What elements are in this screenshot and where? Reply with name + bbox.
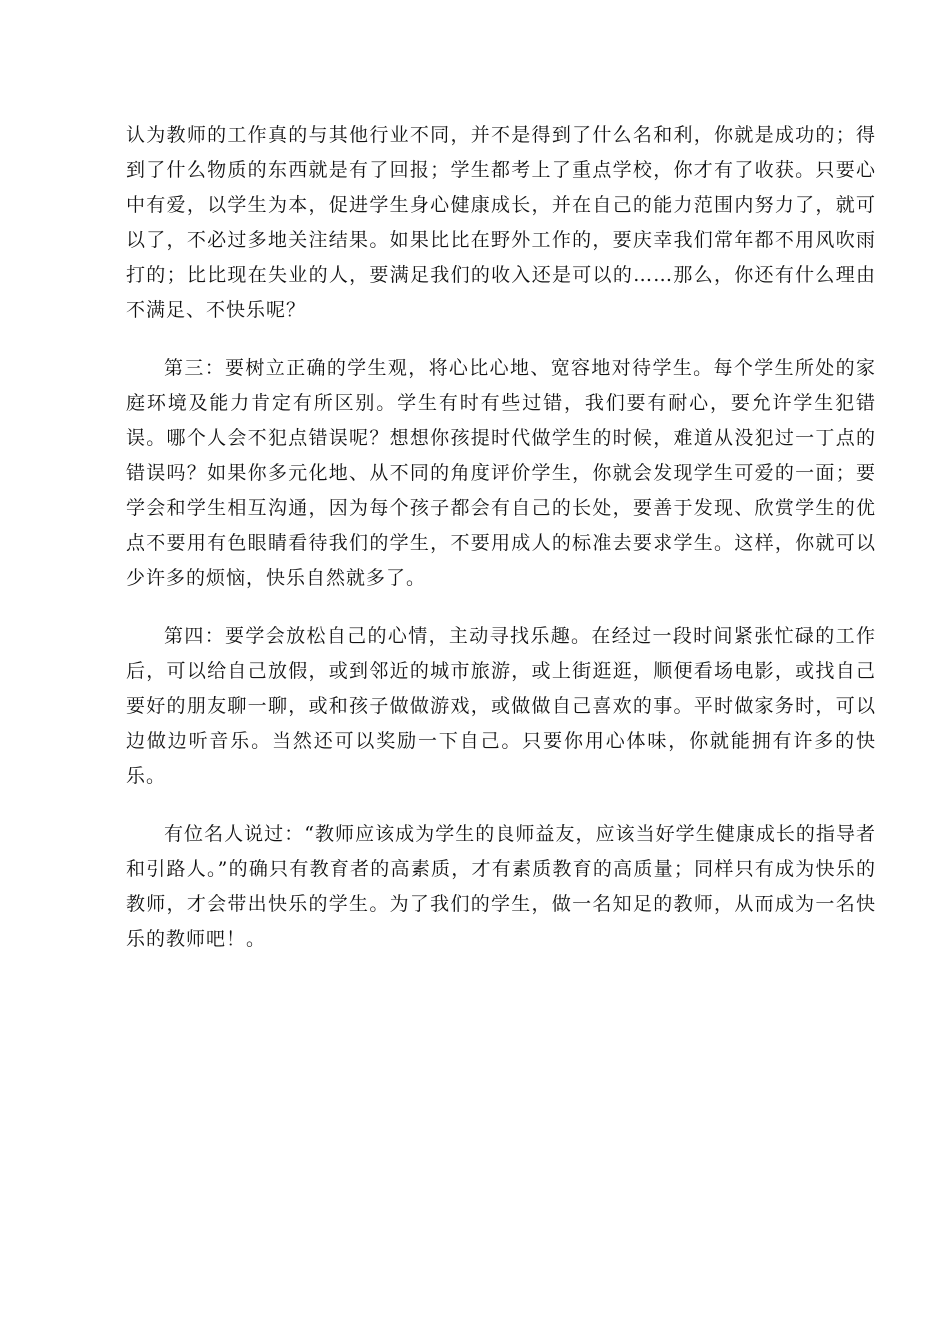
paragraph-conclusion: 有位名人说过：“教师应该成为学生的良师益友，应该当好学生健康成长的指导者和引路人。”的确只有教育者的高素质，才有素质教育的高质量；同样只有成为快乐的教师，才会带出快乐的学生。为了我们的学生，做一名知足的教师，从而成为一名快乐的教师吧！。	[126, 823, 876, 950]
paragraph-continuation: 认为教师的工作真的与其他行业不同，并不是得到了什么名和利，你就是成功的；得到了什么物质的东西就是有了回报；学生都考上了重点学校，你才有了收获。只要心中有爱，以学生为本，促进学生身心健康成长，并在自己的能力范围内努力了，就可以了，不必过多地关注结果。如果比比在野外工作的，要庆幸我们常年都不用风吹雨打的；比比现在失业的人，要满足我们的收入还是可以的……那么，你还有什么理由不满足、不快乐呢？	[126, 124, 876, 321]
document-body	[126, 118, 876, 980]
paragraph-fourth-point: 第四：要学会放松自己的心情，主动寻找乐趣。在经过一段时间紧张忙碌的工作后，可以给自己放假，或到邻近的城市旅游，或上街逛逛，顺便看场电影，或找自己要好的朋友聊一聊，或和孩子做做游戏，或做做自己喜欢的事。平时做家务时，可以边做边听音乐。当然还可以奖励一下自己。只要你用心体味，你就能拥有许多的快乐。	[126, 625, 876, 787]
paragraph-third-point: 第三：要树立正确的学生观，将心比心地、宽容地对待学生。每个学生所处的家庭环境及能力肯定有所区别。学生有时有些过错，我们要有耐心，要允许学生犯错误。哪个人会不犯点错误呢？想想你孩提时代做学生的时候，难道从没犯过一丁点的错误吗？如果你多元化地、从不同的角度评价学生，你就会发现学生可爱的一面；要学会和学生相互沟通，因为每个孩子都会有自己的长处，要善于发现、欣赏学生的优点不要用有色眼睛看待我们的学生，不要用成人的标准去要求学生。这样，你就可以少许多的烦恼，快乐自然就多了。	[126, 357, 876, 589]
